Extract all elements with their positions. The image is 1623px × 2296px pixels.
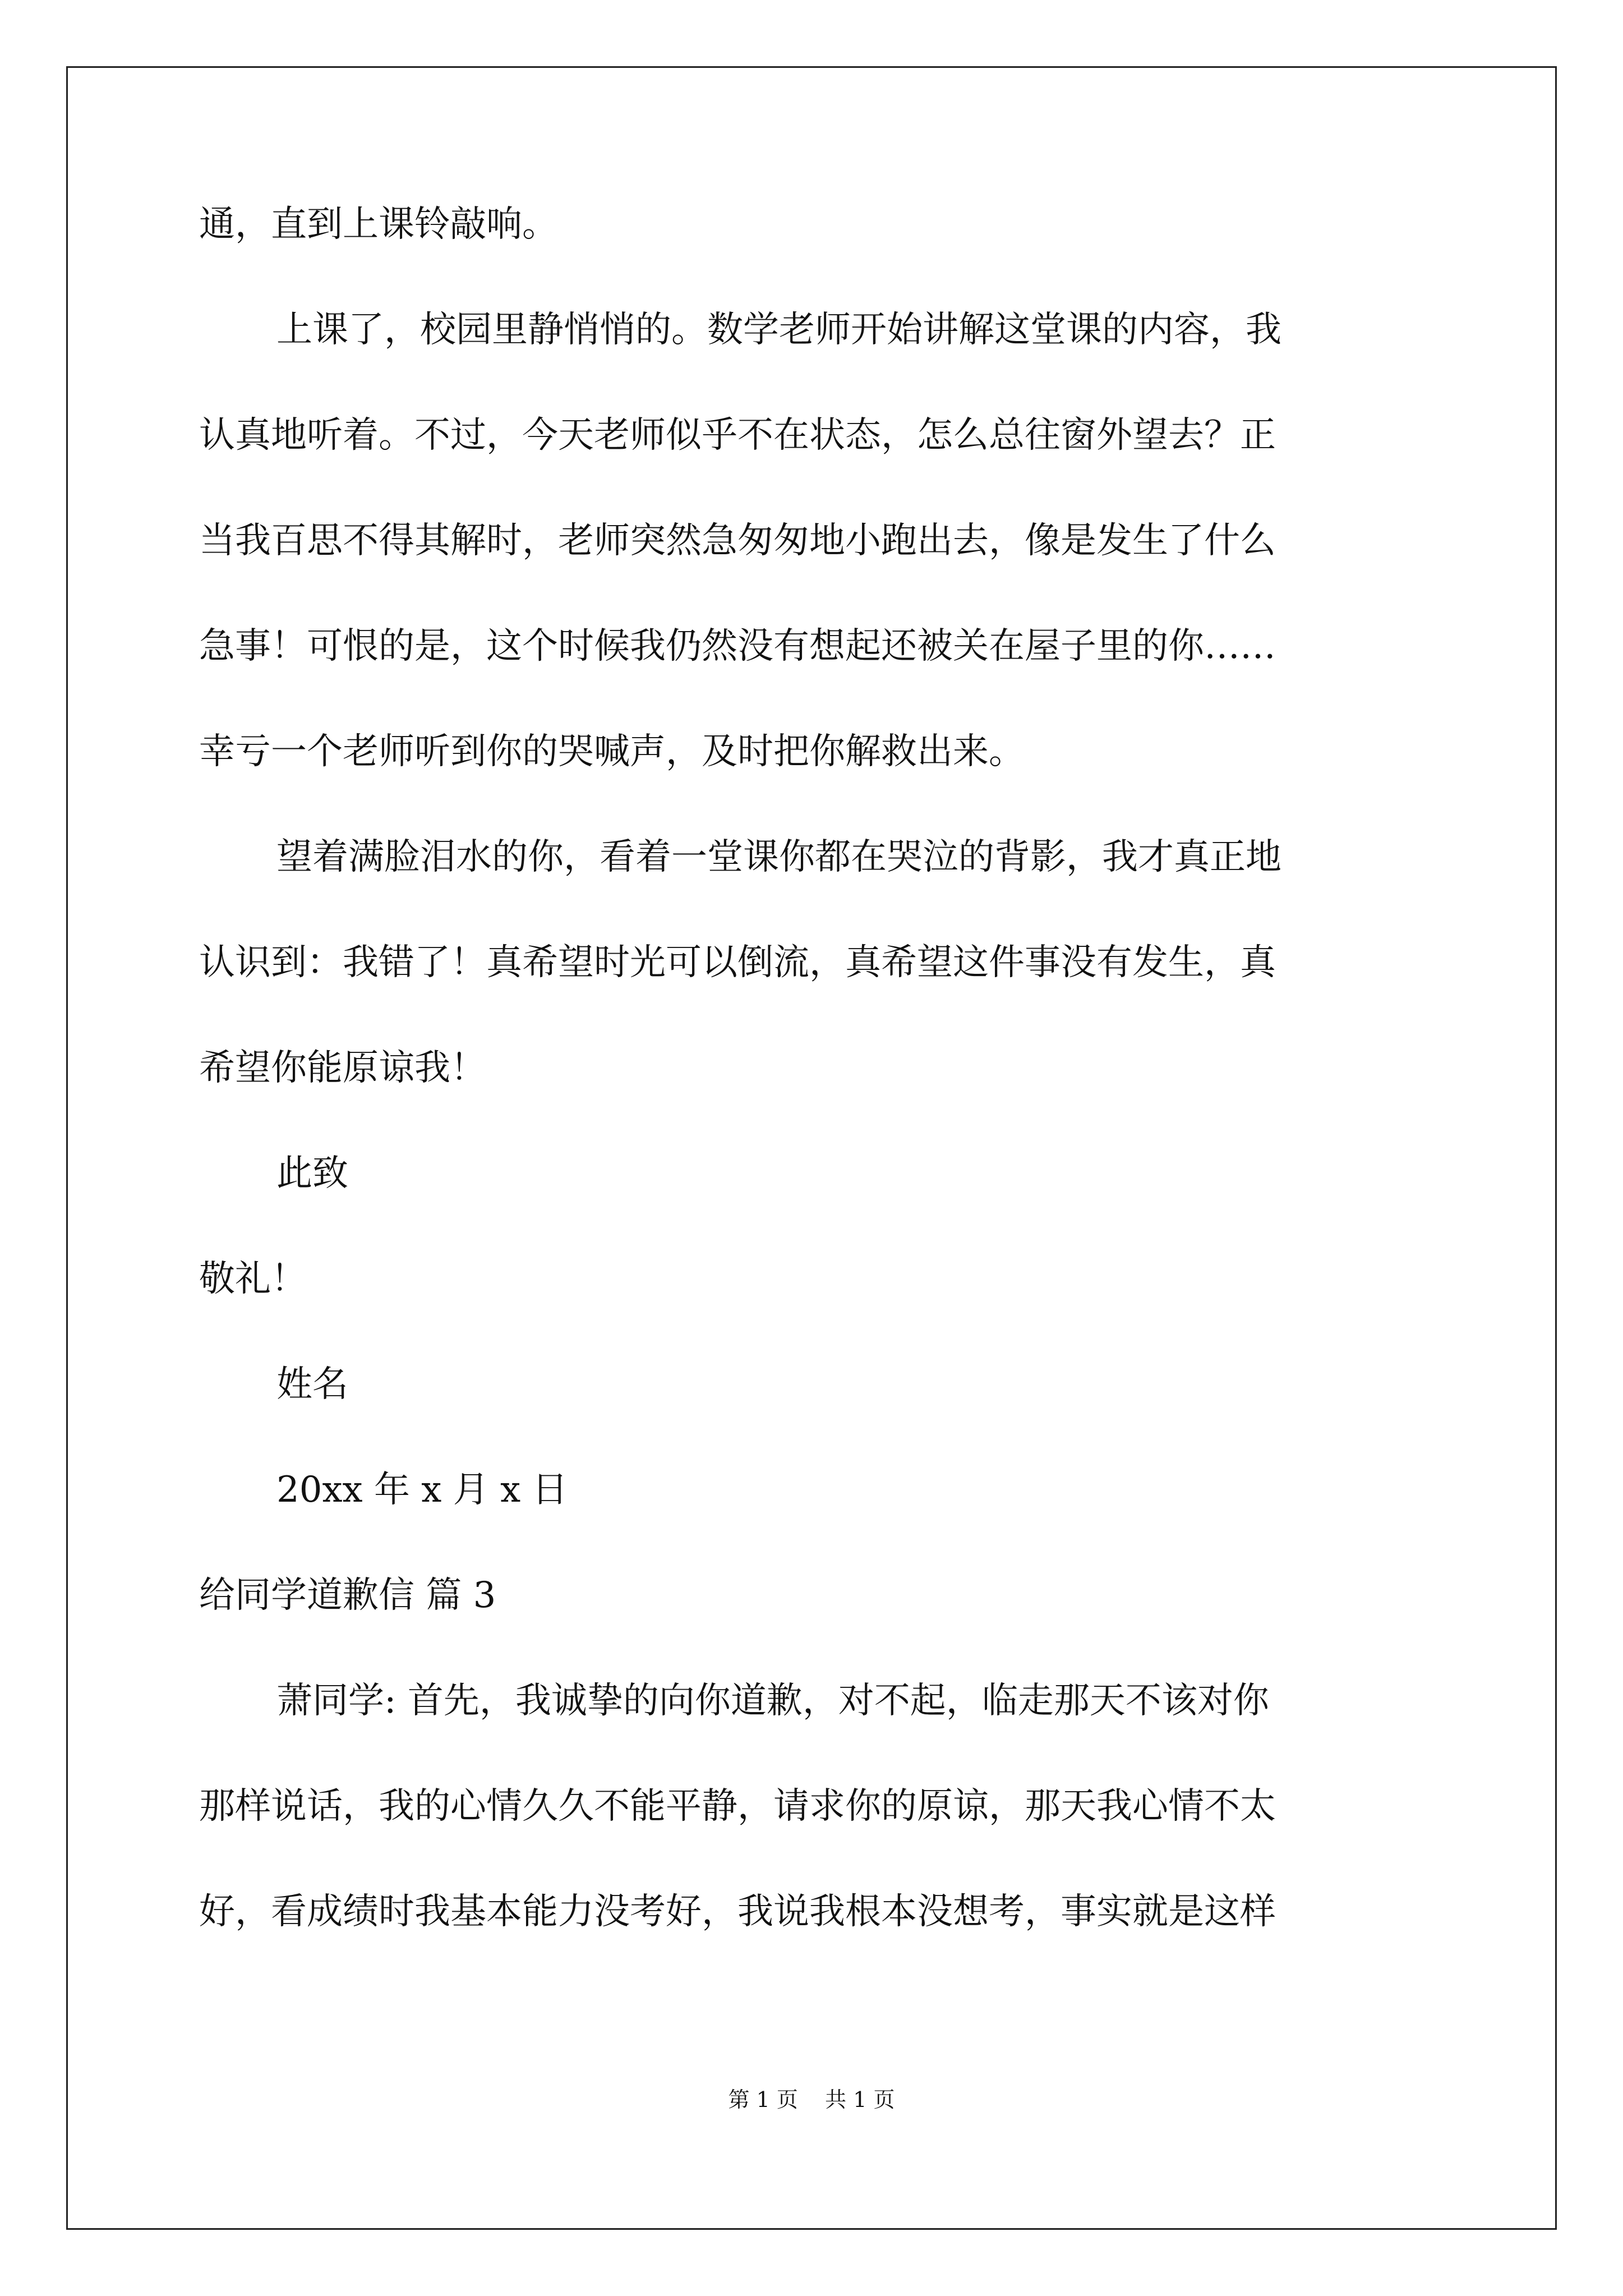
text-line: 那样说话，我的心情久久不能平静，请求你的原谅，那天我心情不太 [199,1786,1276,1827]
text-line: 通，直到上课铃敲响。 [199,204,558,245]
text-line: 望着满脸泪水的你，看着一堂课你都在哭泣的背影，我才真正地 [276,836,1281,878]
page-footer: 第 1 页 共 1 页 [728,2087,895,2112]
text-line: 认真地听着。不过，今天老师似乎不在状态，怎么总往窗外望去？正 [199,415,1276,456]
signature-name: 姓名 [276,1364,348,1405]
text-line: 萧同学: 首先，我诚挚的向你道歉，对不起，临走那天不该对你 [276,1680,1269,1722]
closing-salutation: 此致 [276,1153,348,1194]
text-line: 急事！可恨的是，这个时候我仍然没有想起还被关在屋子里的你…… [199,625,1276,667]
text-line: 上课了，校园里静悄悄的。数学老师开始讲解这堂课的内容，我 [276,309,1281,351]
text-line: 认识到：我错了！真希望时光可以倒流，真希望这件事没有发生，真 [199,942,1276,983]
text-line: 希望你能原谅我！ [199,1047,486,1089]
section-heading: 给同学道歉信 篇 3 [199,1575,496,1616]
text-line: 好，看成绩时我基本能力没考好，我说我根本没想考，事实就是这样 [199,1891,1276,1932]
closing-respect: 敬礼！ [199,1258,307,1300]
signature-date: 20xx 年 x 月 x 日 [276,1469,568,1511]
text-line: 当我百思不得其解时，老师突然急匆匆地小跑出去，像是发生了什么 [199,520,1276,562]
text-line: 幸亏一个老师听到你的哭喊声，及时把你解救出来。 [199,731,1025,772]
